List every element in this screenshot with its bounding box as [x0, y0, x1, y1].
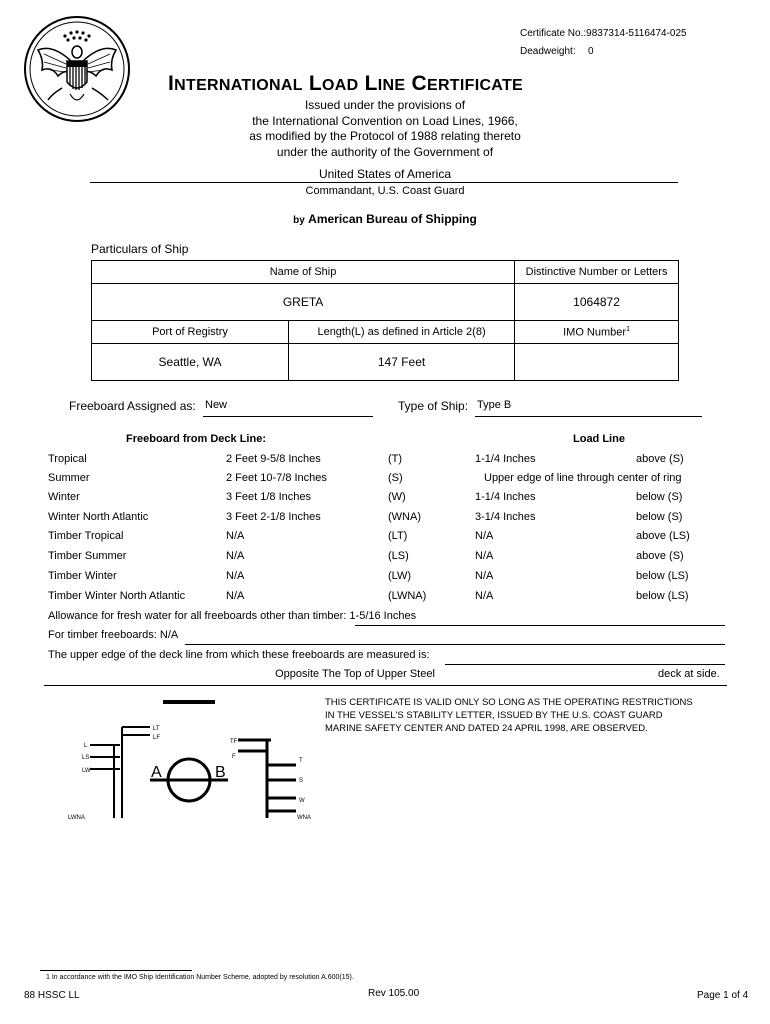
freeboard-name: Winter North Atlantic	[48, 511, 149, 523]
freeboard-name: Summer	[48, 472, 90, 484]
us-great-seal	[22, 14, 132, 124]
timber-mark-ladder	[90, 727, 150, 818]
mark-label: LS	[82, 755, 90, 761]
type-of-ship-value: Type B	[477, 399, 512, 411]
footnote: 1 In accordance with the IMO Ship Identification Number Scheme, adopted by resolution A.600(15).	[46, 974, 354, 981]
freeboard-freeboard: 2 Feet 10-7/8 Inches	[226, 472, 327, 484]
freeboard-load: 3-1/4 Inches	[475, 511, 536, 523]
page-title	[168, 72, 523, 96]
mark-label: L	[84, 743, 88, 749]
freeboard-load: N/A	[475, 550, 494, 562]
freeboard-row	[48, 530, 728, 548]
freeboard-code: (T)	[388, 453, 403, 465]
title-word: INTERNATIONAL	[168, 72, 303, 95]
distinctive-number-header: Distinctive Number or Letters	[515, 261, 679, 284]
issuer-name: American Bureau of Shipping	[308, 212, 477, 226]
issued-line: the International Convention on Load Lines, 1966,	[252, 114, 518, 128]
load-line-header: Load Line	[573, 433, 625, 445]
title-word: LINE	[364, 72, 406, 95]
deadweight-value: 0	[588, 46, 594, 57]
freeboard-freeboard: N/A	[226, 570, 245, 582]
freeboard-code: (WNA)	[388, 511, 421, 523]
imo-number	[515, 344, 679, 381]
freeboard-load: N/A	[475, 570, 494, 582]
deadweight-label: Deadweight:	[520, 46, 576, 57]
type-of-ship-label: Type of Ship:	[398, 399, 469, 413]
letter-b: B	[215, 764, 226, 781]
freeboard-row	[48, 590, 728, 608]
government-name: United States of America	[318, 167, 452, 181]
freeboard-code: (S)	[388, 472, 403, 484]
freeboard-pos: above (LS)	[636, 530, 690, 542]
letter-a: A	[151, 764, 162, 781]
freeboard-name: Winter	[48, 491, 80, 503]
freeboard-pos: below (S)	[636, 491, 683, 503]
freeboard-name: Timber Winter	[48, 570, 117, 582]
freeboard-load: N/A	[475, 530, 494, 542]
freeboard-code: (LWNA)	[388, 590, 427, 602]
mark-label: T	[299, 758, 303, 764]
freeboard-code: (LW)	[388, 570, 412, 582]
certificate-number: Certificate No.:9837314-5116474-025	[520, 28, 687, 39]
freeboard-row	[48, 472, 728, 490]
freeboard-pos: above (S)	[636, 550, 684, 562]
deck-suffix: deck at side.	[658, 668, 720, 680]
deck-position: Opposite The Top of Upper Steel	[275, 668, 435, 680]
particulars-label: Particulars of Ship	[91, 242, 189, 256]
freeboard-assigned-label: Freeboard Assigned as:	[69, 399, 196, 413]
imo-number-header: IMO Number$^1$	[515, 321, 679, 344]
issued-line: as modified by the Protocol of 1988 relating thereto	[249, 129, 521, 143]
length-header: Length(L) as defined in Article 2(8)	[289, 321, 515, 344]
load-line-ladder	[238, 740, 296, 818]
mark-label: LF	[153, 735, 161, 741]
freeboard-load: 1-1/4 Inches	[475, 453, 536, 465]
freeboard-name: Tropical	[48, 453, 87, 465]
mark-label: LT	[153, 726, 160, 732]
fresh-water-allowance: Allowance for fresh water for all freeboards other than timber: 1-5/16 Inches	[48, 610, 417, 622]
timber-freeboards: For timber freeboards: N/A	[48, 629, 179, 641]
freeboard-code: (LS)	[388, 550, 409, 562]
mark-label: W	[299, 798, 305, 804]
freeboard-load: N/A	[475, 590, 494, 602]
mark-label: F	[232, 754, 236, 760]
freeboard-freeboard: 3 Feet 2-1/8 Inches	[226, 511, 321, 523]
issued-line: under the authority of the Government of	[276, 145, 494, 159]
validity-line: IN THE VESSEL'S STABILITY LETTER, ISSUED BY THE U.S. COAST GUARD	[325, 710, 663, 721]
freeboard-load: 1-1/4 Inches	[475, 491, 536, 503]
port-of-registry-header: Port of Registry	[92, 321, 289, 344]
freeboard-note: Upper edge of line through center of ring	[484, 472, 682, 484]
field-underline	[355, 625, 725, 626]
validity-line: MARINE SAFETY CENTER AND DATED 24 APRIL 1998, ARE OBSERVED.	[325, 723, 648, 734]
mark-label: LW	[82, 768, 91, 774]
freeboard-pos: above (S)	[636, 453, 684, 465]
freeboard-freeboard: 3 Feet 1/8 Inches	[226, 491, 311, 503]
freeboard-freeboard: N/A	[226, 550, 245, 562]
title-word: CERTIFICATE	[411, 72, 524, 95]
distinctive-number: 1064872	[515, 284, 679, 321]
title-word: LOAD	[308, 72, 359, 95]
freeboard-freeboard: 2 Feet 9-5/8 Inches	[226, 453, 321, 465]
ship-length: 147 Feet	[289, 344, 515, 381]
field-underline	[475, 416, 702, 417]
field-underline	[185, 644, 725, 645]
mark-label: S	[299, 778, 304, 784]
mark-label: TF	[230, 739, 238, 745]
freeboard-pos: below (LS)	[636, 590, 689, 602]
freeboard-row	[48, 550, 728, 568]
freeboard-pos: below (S)	[636, 511, 683, 523]
validity-line: THIS CERTIFICATE IS VALID ONLY SO LONG AS THE OPERATING RESTRICTIONS	[325, 697, 693, 708]
ship-name: GRETA	[92, 284, 515, 321]
field-underline	[203, 416, 373, 417]
form-id: 88 HSSC LL	[24, 990, 80, 1001]
freeboard-row	[48, 453, 728, 471]
field-underline	[445, 664, 725, 665]
freeboard-name: Timber Summer	[48, 550, 127, 562]
load-line-diagram	[60, 695, 330, 825]
page-number: Page 1 of 4	[697, 990, 749, 1001]
port-of-registry: Seattle, WA	[92, 344, 289, 381]
freeboard-freeboard: N/A	[226, 530, 245, 542]
deck-line-header: Freeboard from Deck Line:	[126, 433, 266, 445]
freeboard-code: (LT)	[388, 530, 408, 542]
freeboard-name: Timber Tropical	[48, 530, 124, 542]
freeboard-code: (W)	[388, 491, 406, 503]
footnote-marker: 1	[626, 325, 630, 333]
mark-label: LWNA	[68, 815, 85, 821]
revision: Rev 105.00	[368, 988, 420, 999]
authority-name: Commandant, U.S. Coast Guard	[305, 185, 465, 197]
divider	[90, 182, 678, 183]
freeboard-row	[48, 511, 728, 529]
deck-line-statement: The upper edge of the deck line from which these freeboards are measured is:	[48, 649, 430, 661]
issuing-organization	[185, 212, 585, 226]
freeboard-freeboard: N/A	[226, 590, 245, 602]
field-underline	[44, 685, 727, 686]
freeboard-row	[48, 491, 728, 509]
freeboard-assigned-value: New	[205, 399, 228, 411]
freeboard-row	[48, 570, 728, 588]
footnote-rule	[40, 970, 192, 971]
freeboard-pos: below (LS)	[636, 570, 689, 582]
particulars-table	[91, 260, 679, 381]
issued-line: Issued under the provisions of	[304, 98, 466, 112]
name-of-ship-header: Name of Ship	[92, 261, 515, 284]
freeboard-name: Timber Winter North Atlantic	[48, 590, 186, 602]
mark-label: WNA	[297, 815, 311, 821]
by-prefix: by	[293, 215, 305, 226]
deck-line-mark	[163, 700, 215, 704]
